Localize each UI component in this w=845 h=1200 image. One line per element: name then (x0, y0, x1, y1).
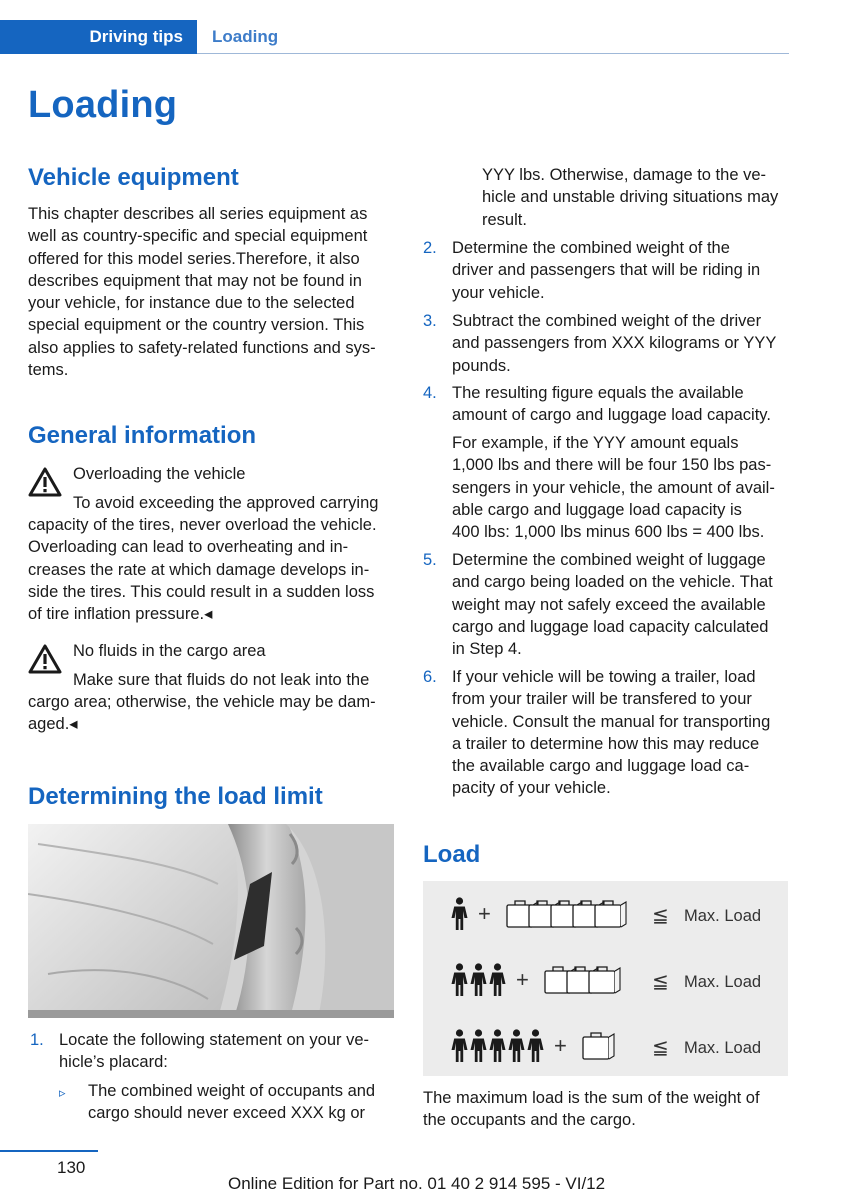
text-line: result. (482, 210, 527, 229)
text-line: pacity of your vehicle. (452, 779, 611, 798)
plus-sign: + (478, 901, 491, 926)
text-line: weight may not safely exceed the available (452, 595, 766, 614)
max-load-diagram (423, 881, 788, 1076)
plus-sign: + (554, 1033, 567, 1058)
edition-note: Online Edition for Part no. 01 40 2 914 595 - VI/12 (228, 1174, 606, 1193)
text-line: able cargo and luggage load capacity is (452, 500, 742, 519)
text-line: If your vehicle will be towing a trailer, load (452, 668, 756, 686)
text-line: amount of cargo and luggage load capacity. (452, 406, 771, 425)
text-line: sengers in your vehicle, the amount of avail- (452, 478, 775, 497)
person-icon (451, 1029, 468, 1063)
step-number: 6. (423, 668, 437, 686)
text-line: aged.◂ (28, 715, 78, 734)
placard-bullet-continuation (482, 164, 792, 231)
luggage-icon (541, 963, 623, 997)
less-equal-sign: ≦ (652, 971, 669, 993)
text-line: well as country-specific and special equipment (28, 227, 368, 246)
warning-triangle-icon (28, 644, 62, 674)
text-line: and passengers from XXX kilograms or YYY (452, 334, 777, 353)
step-4-example (452, 432, 792, 543)
text-line: tems. (28, 361, 69, 380)
page-number: 130 (57, 1158, 86, 1177)
bullet-marker-icon: ▹ (59, 1085, 66, 1100)
page-title: Loading (28, 84, 178, 126)
text-line: also applies to safety-related functions and sys- (28, 338, 376, 357)
text-line: 400 lbs: 1,000 lbs minus 600 lbs = 400 lbs. (452, 523, 765, 542)
person-icon (470, 963, 487, 997)
step-number: 1. (30, 1031, 44, 1049)
text-line: a trailer to determine how this may reduce (452, 734, 760, 753)
load-row (423, 1021, 788, 1071)
text-line: driver and passengers that will be riding in (452, 261, 761, 280)
text-line: hicle and unstable driving situations may (482, 188, 779, 207)
step-number: 3. (423, 312, 437, 330)
max-load-label: Max. Load (684, 907, 762, 925)
load-row-left (451, 1029, 617, 1063)
step-number: 2. (423, 239, 437, 257)
load-row-left (451, 897, 629, 931)
text-line: hicle’s placard: (59, 1053, 168, 1072)
load-caption (423, 1087, 793, 1132)
person-icon (489, 1029, 506, 1063)
person-icon (527, 1029, 544, 1063)
person-icon (451, 897, 468, 931)
text-line: creases the rate at which damage develops in- (28, 560, 370, 579)
text-line: offered for this model series.Therefore, it also (28, 249, 360, 268)
text-line: and cargo being loaded on the vehicle. That (452, 573, 773, 592)
text-line: Locate the following statement on your ve- (59, 1031, 370, 1049)
text-line: This chapter describes all series equipment as (28, 205, 368, 223)
footer-divider (0, 1150, 98, 1152)
text-line: The combined weight of occupants and (88, 1082, 376, 1100)
text-line: cargo should never exceed XXX kg or (88, 1104, 365, 1123)
header-divider (197, 53, 789, 54)
max-load-label: Max. Load (684, 1039, 762, 1057)
plus-sign: + (516, 967, 529, 992)
text-line: the occupants and the cargo. (423, 1111, 636, 1130)
header-section-label: Driving tips (89, 27, 183, 46)
less-equal-sign: ≦ (652, 1037, 669, 1059)
text-line: vehicle. Consult the manual for transporting (452, 712, 771, 731)
text-line: Subtract the combined weight of the driver (452, 312, 762, 330)
text-line: the available cargo and luggage load ca- (452, 757, 750, 776)
step-number: 5. (423, 551, 437, 569)
text-line: cargo area; otherwise, the vehicle may be dam- (28, 693, 376, 711)
warning-body-fluids (28, 691, 398, 736)
door-pillar-placard-photo (28, 824, 394, 1018)
text-line: The resulting figure equals the available (452, 384, 744, 402)
load-row (423, 889, 788, 939)
warning-triangle-icon (28, 467, 62, 497)
text-line: Determine the combined weight of the (452, 239, 730, 257)
load-row-left (451, 963, 623, 997)
warning-title-overloading: Overloading the vehicle (73, 465, 246, 483)
heading-load: Load (423, 841, 481, 868)
person-icon (489, 963, 506, 997)
person-icon (470, 1029, 487, 1063)
heading-general-information: General information (28, 422, 257, 449)
luggage-icon (503, 897, 629, 931)
text-line: in Step 4. (452, 640, 522, 659)
max-load-label: Max. Load (684, 973, 762, 991)
text-line: your vehicle. (452, 283, 545, 302)
luggage-icon (579, 1029, 617, 1063)
text-line: YYY lbs. Otherwise, damage to the ve- (482, 166, 767, 184)
warning-title-fluids: No fluids in the cargo area (73, 642, 266, 660)
step-number: 4. (423, 384, 437, 402)
warning-body-overloading (28, 514, 398, 625)
text-line: cargo and luggage load capacity calculated (452, 617, 769, 636)
text-line: Make sure that fluids do not leak into the (73, 671, 370, 689)
text-line: side the tires. This could result in a sudden loss (28, 582, 375, 601)
text-line: capacity of the tires, never overload the vehicle. (28, 516, 377, 534)
less-equal-sign: ≦ (652, 905, 669, 927)
header-section-tab (0, 20, 197, 54)
load-row (423, 955, 788, 1005)
text-line: 1,000 lbs and there will be four 150 lbs pas- (452, 456, 772, 475)
text-line: pounds. (452, 356, 511, 375)
text-line: your vehicle, for instance due to the selected (28, 294, 355, 313)
text-line: of tire inflation pressure.◂ (28, 605, 213, 624)
text-line: For example, if the YYY amount equals (452, 434, 739, 452)
person-icon (508, 1029, 525, 1063)
header-subsection-label: Loading (212, 27, 279, 46)
text-line: from your trailer will be transfered to your (452, 690, 752, 709)
heading-vehicle-equipment: Vehicle equipment (28, 164, 239, 191)
text-line: special equipment or the country version. This (28, 316, 365, 335)
vehicle-equipment-paragraph (28, 203, 398, 381)
text-line: describes equipment that may not be found in (28, 271, 362, 290)
heading-determining-load-limit: Determining the load limit (28, 783, 323, 810)
text-line: To avoid exceeding the approved carrying (73, 494, 379, 512)
text-line: Overloading can lead to overheating and in- (28, 538, 349, 557)
person-icon (451, 963, 468, 997)
text-line: Determine the combined weight of luggage (452, 551, 766, 569)
text-line: The maximum load is the sum of the weight of (423, 1089, 760, 1107)
